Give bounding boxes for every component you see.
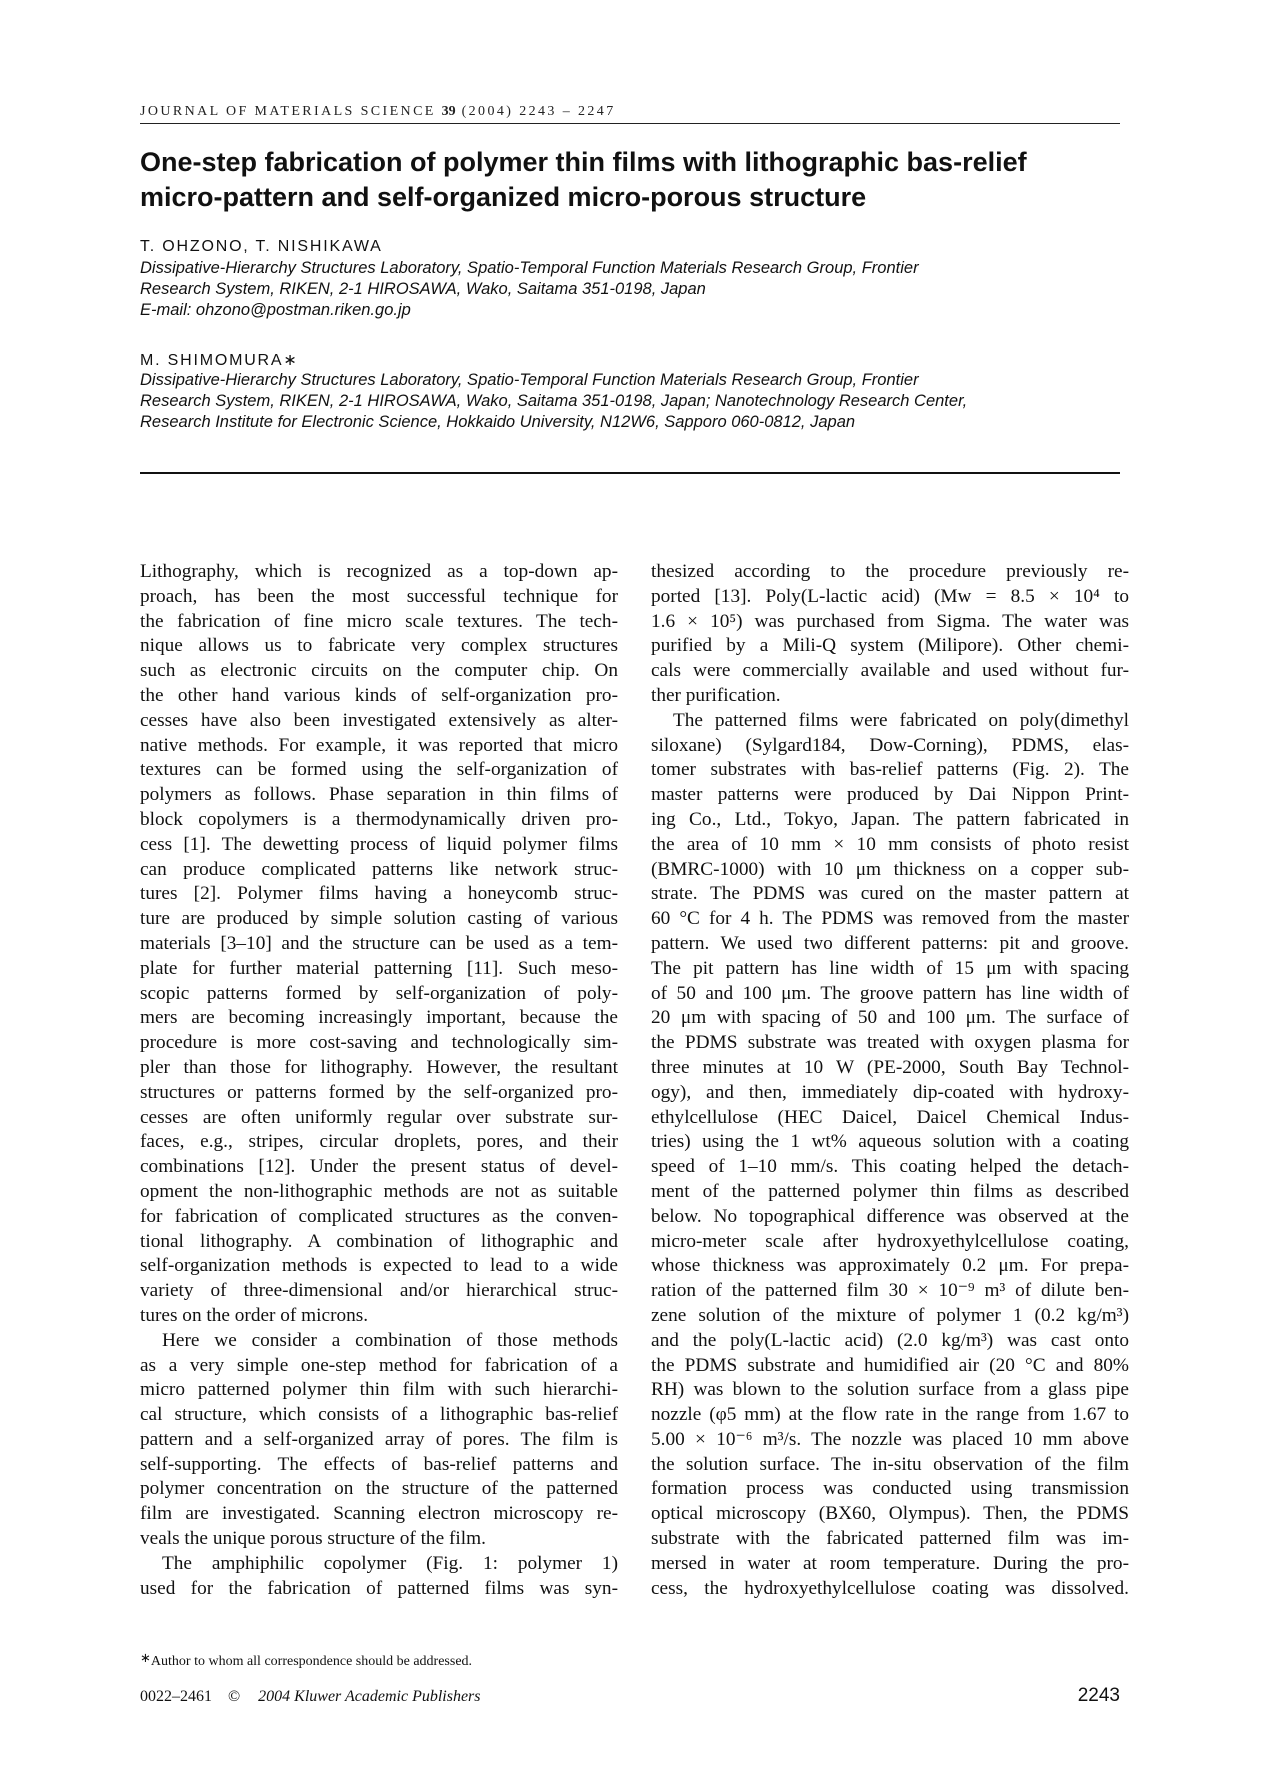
footnote — [140, 1650, 740, 1670]
text-line: ther purification. — [651, 684, 781, 706]
text-line: tomer substrates with bas-relief patterns (Fig. 2). The — [651, 759, 1129, 781]
journal-volume: 39 — [441, 104, 456, 119]
author-names-2: M. SHIMOMURA∗ — [140, 352, 299, 369]
text-line: variety of three-dimensional and/or hierarchical struc- — [140, 1280, 618, 1302]
text-line: The amphiphilic copolymer (Fig. 1: polymer 1) — [162, 1552, 618, 1574]
author-email: E-mail: ohzono@postman.riken.go.jp — [140, 301, 411, 319]
text-line: native methods. For example, it was reported that micro — [140, 734, 618, 756]
text-line: proach, has been the most successful technique for — [140, 585, 618, 607]
text-line: ogy), and then, immediately dip-coated with hydroxy- — [651, 1081, 1129, 1103]
text-line: 20 μm with spacing of 50 and 100 μm. The surface of — [651, 1007, 1129, 1029]
text-line: for fabrication of complicated structures as the conven- — [140, 1205, 618, 1227]
text-line: Here we consider a combination of those methods — [162, 1329, 618, 1351]
text-line: optical microscopy (BX60, Olympus). Then, the PDMS — [651, 1503, 1129, 1525]
text-line: self-organization methods is expected to lead to a wide — [140, 1255, 618, 1277]
text-line: master patterns were produced by Dai Nippon Print- — [651, 784, 1129, 806]
text-line: thesized according to the procedure previously re- — [651, 561, 1129, 582]
text-line: procedure is more cost-saving and technologically sim- — [140, 1032, 618, 1054]
text-line: used for the fabrication of patterned films was syn- — [140, 1577, 618, 1599]
text-line: substrate with the fabricated patterned film was im- — [651, 1528, 1129, 1550]
text-line: tional lithography. A combination of lithographic and — [140, 1230, 618, 1252]
text-line: micro-meter scale after hydroxyethylcellulose coating, — [651, 1230, 1129, 1252]
text-line: The patterned films were fabricated on poly(dimethyl — [673, 709, 1129, 731]
text-line: ethylcellulose (HEC Daicel, Daicel Chemical Indus- — [651, 1106, 1129, 1128]
text-line: cess [1]. The dewetting process of liquid polymer films — [140, 833, 618, 855]
text-line: such as electronic circuits on the computer chip. On — [140, 660, 618, 682]
text-line: Lithography, which is recognized as a top-down ap- — [140, 561, 618, 582]
affiliation-2 — [140, 370, 1140, 433]
affiliation-line: Research System, RIKEN, 2-1 HIROSAWA, Wako, Saitama 351-0198, Japan; Nanotechnology Research Center, — [140, 392, 968, 410]
body-column-right — [651, 560, 1129, 1601]
header-rule — [140, 123, 1120, 124]
affiliation-1 — [140, 258, 1140, 321]
title-block-rule — [140, 472, 1120, 474]
text-line: faces, e.g., stripes, circular droplets, pores, and their — [140, 1131, 618, 1153]
affiliation-line: Research Institute for Electronic Science, Hokkaido University, N12W6, Sapporo 060-0812, Japan — [140, 413, 856, 431]
text-line: the other hand various kinds of self-organization pro- — [140, 684, 618, 706]
text-line: the fabrication of fine micro scale textures. The tech- — [140, 610, 618, 632]
text-line: strate. The PDMS was cured on the master pattern at — [651, 883, 1129, 905]
text-line: scopic patterns formed by self-organization of poly- — [140, 982, 618, 1004]
text-line: cess, the hydroxyethylcellulose coating was dissolved. — [651, 1577, 1129, 1599]
text-line: combinations [12]. Under the present status of devel- — [140, 1156, 618, 1178]
text-line: the area of 10 mm × 10 mm consists of photo resist — [651, 833, 1129, 855]
publisher: 2004 Kluwer Academic Publishers — [258, 1688, 481, 1705]
text-line: nozzle (φ5 mm) at the flow rate in the range from 1.67 to — [651, 1404, 1129, 1426]
page-footer — [140, 1688, 740, 1706]
text-line: plate for further material patterning [11]. Such meso- — [140, 957, 618, 979]
text-line: tries) using the 1 wt% aqueous solution with a coating — [651, 1131, 1129, 1153]
text-line: speed of 1–10 mm/s. This coating helped the detach- — [651, 1156, 1129, 1178]
text-line: formation process was conducted using transmission — [651, 1478, 1129, 1500]
journal-year-pages: (2004) 2243 – 2247 — [461, 104, 616, 119]
author-names-1: T. OHZONO, T. NISHIKAWA — [140, 238, 383, 255]
text-line: siloxane) (Sylgard184, Dow-Corning), PDMS, elas- — [651, 734, 1129, 756]
text-line: pler than those for lithography. However, the resultant — [140, 1056, 618, 1078]
affiliation-line: Research System, RIKEN, 2-1 HIROSAWA, Wako, Saitama 351-0198, Japan — [140, 280, 706, 298]
text-line: ing Co., Ltd., Tokyo, Japan. The pattern fabricated in — [651, 808, 1129, 830]
text-line: 5.00 × 10⁻⁶ m³/s. The nozzle was placed 10 mm above — [651, 1428, 1129, 1450]
text-line: self-supporting. The effects of bas-relief patterns and — [140, 1453, 618, 1475]
text-line: block copolymers is a thermodynamically driven pro- — [140, 808, 618, 830]
text-line: mers are becoming increasingly important, because the — [140, 1007, 618, 1029]
page-number: 2243 — [1077, 1685, 1120, 1706]
text-line: cals were commercially available and used without fur- — [651, 660, 1129, 682]
text-line: ture are produced by simple solution casting of various — [140, 908, 618, 930]
text-line: whose thickness was approximately 0.2 μm. For prepa- — [651, 1255, 1129, 1277]
affiliation-line: Dissipative-Hierarchy Structures Laboratory, Spatio-Temporal Function Materials Research Group, Frontier — [140, 259, 919, 277]
text-line: materials [3–10] and the structure can be used as a tem- — [140, 932, 618, 954]
text-line: zene solution of the mixture of polymer 1 (0.2 kg/m³) — [651, 1304, 1129, 1326]
footnote-text: Author to whom all correspondence should be addressed. — [150, 1654, 473, 1669]
text-line: the solution surface. The in-situ observation of the film — [651, 1453, 1129, 1475]
text-line: (BMRC-1000) with 10 μm thickness on a copper sub- — [651, 858, 1129, 880]
text-line: can produce complicated patterns like network struc- — [140, 858, 618, 880]
text-line: ment of the patterned polymer thin films as described — [651, 1180, 1129, 1202]
text-line: polymer concentration on the structure of the patterned — [140, 1478, 618, 1500]
text-line: structures or patterns formed by the self-organized pro- — [140, 1081, 618, 1103]
text-line: purified by a Mili-Q system (Milipore). Other chemi- — [651, 635, 1129, 657]
text-line: as a very simple one-step method for fabrication of a — [140, 1354, 618, 1376]
text-line: textures can be formed using the self-organization of — [140, 759, 618, 781]
text-line: below. No topographical difference was observed at the — [651, 1205, 1129, 1227]
text-line: ported [13]. Poly(L-lactic acid) (Mw = 8.5 × 10⁴ to — [651, 585, 1129, 607]
text-line: the PDMS substrate and humidified air (20 °C and 80% — [651, 1354, 1129, 1376]
text-line: and the poly(L-lactic acid) (2.0 kg/m³) was cast onto — [651, 1329, 1129, 1351]
text-line: 1.6 × 10⁵) was purchased from Sigma. The water was — [651, 610, 1129, 632]
text-line: pattern. We used two different patterns: pit and groove. — [651, 932, 1129, 954]
text-line: ration of the patterned film 30 × 10⁻⁹ m³ of dilute ben- — [651, 1280, 1129, 1302]
text-line: the PDMS substrate was treated with oxygen plasma for — [651, 1032, 1129, 1054]
copyright-symbol: © — [228, 1688, 241, 1705]
text-line: cesses are often uniformly regular over substrate sur- — [140, 1106, 618, 1128]
journal-name: JOURNAL OF MATERIALS SCIENCE — [140, 104, 436, 119]
affiliation-line: Dissipative-Hierarchy Structures Laboratory, Spatio-Temporal Function Materials Research Group, Frontier — [140, 371, 919, 389]
title-line: micro-pattern and self-organized micro-porous structure — [140, 182, 867, 212]
text-line: pattern and a self-organized array of pores. The film is — [140, 1428, 618, 1450]
body-column-left — [140, 560, 618, 1601]
issn: 0022–2461 — [140, 1688, 212, 1705]
article-title — [140, 145, 1120, 215]
text-line: 60 °C for 4 h. The PDMS was removed from the master — [651, 908, 1129, 930]
text-line: three minutes at 10 W (PE-2000, South Bay Technol- — [651, 1056, 1129, 1078]
text-line: mersed in water at room temperature. During the pro- — [651, 1552, 1129, 1574]
footnote-mark: ∗ — [140, 1650, 151, 1665]
running-head — [140, 104, 1120, 120]
text-line: micro patterned polymer thin film with such hierarchi- — [140, 1379, 618, 1401]
text-line: of 50 and 100 μm. The groove pattern has line width of — [651, 982, 1129, 1004]
text-line: cal structure, which consists of a lithographic bas-relief — [140, 1404, 618, 1426]
text-line: veals the unique porous structure of the film. — [140, 1528, 486, 1550]
text-line: nique allows us to fabricate very complex structures — [140, 635, 618, 657]
text-line: polymers as follows. Phase separation in thin films of — [140, 784, 618, 806]
text-line: cesses have also been investigated extensively as alter- — [140, 709, 618, 731]
title-line: One-step fabrication of polymer thin films with lithographic bas-relief — [140, 147, 1027, 177]
text-line: opment the non-lithographic methods are not as suitable — [140, 1180, 618, 1202]
text-line: film are investigated. Scanning electron microscopy re- — [140, 1503, 618, 1525]
text-line: tures on the order of microns. — [140, 1304, 369, 1326]
text-line: RH) was blown to the solution surface from a glass pipe — [651, 1379, 1129, 1401]
text-line: The pit pattern has line width of 15 μm with spacing — [651, 957, 1129, 979]
text-line: tures [2]. Polymer films having a honeycomb struc- — [140, 883, 618, 905]
